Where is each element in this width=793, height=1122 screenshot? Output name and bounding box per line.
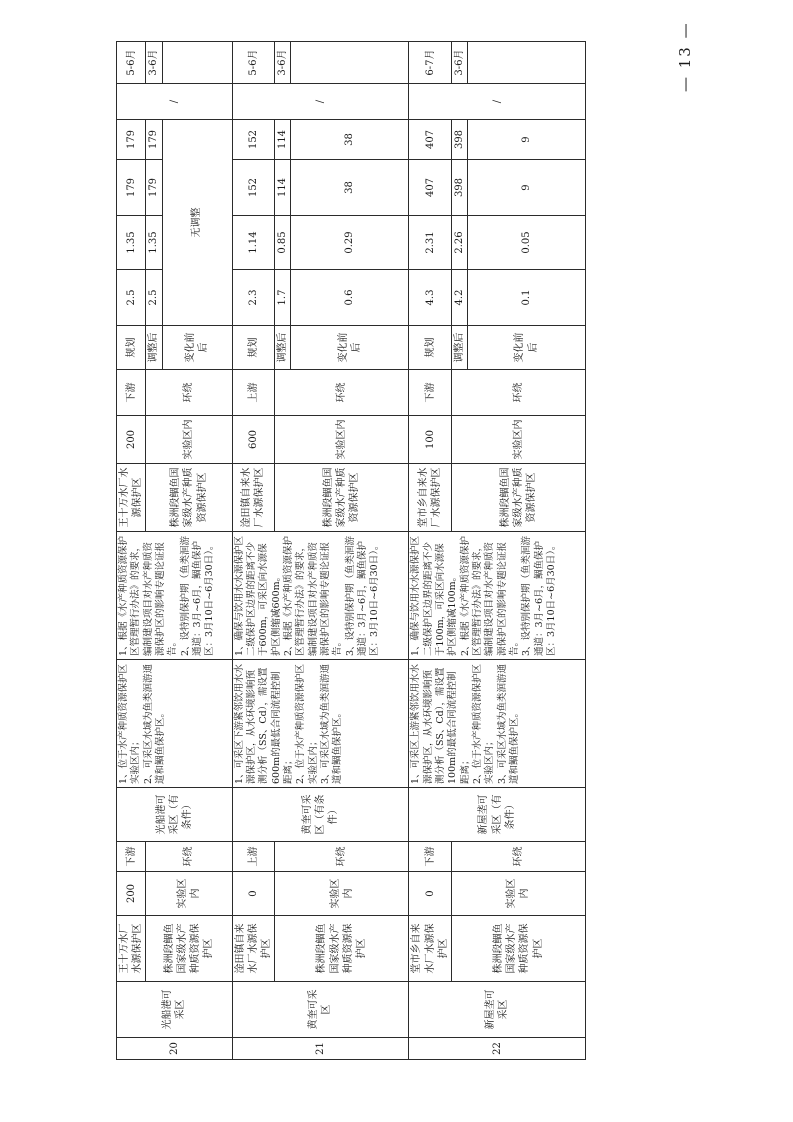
adjusted-protect-position: 上游 xyxy=(232,370,275,416)
change-area: 0.6 xyxy=(291,270,409,326)
condition-line: 1、可采区下游紧邻饮用水水源保护区，从水环境影响预测分析（SS、Cd），需设置600m的最低合同流程控制距离； xyxy=(233,663,294,784)
row-number: 21 xyxy=(232,1038,409,1060)
condition-line: 3、可采区水域为鱼类洄游通道和鲴鱼保护区。 xyxy=(319,663,344,784)
change-label: 变化前后 xyxy=(468,326,586,370)
protect-zone: 实验区内 xyxy=(451,872,585,916)
condition-label: 光船港可采区（有条件） xyxy=(117,788,233,842)
stage-v3: 179 xyxy=(117,120,146,160)
stage-v2: 114 xyxy=(275,160,291,216)
protect-distance: 0 xyxy=(232,872,275,916)
stage-v2: 398 xyxy=(451,160,467,216)
change-blank xyxy=(162,42,232,84)
change-period: / xyxy=(117,84,233,120)
adjusted-protect-distance: 200 xyxy=(117,416,146,464)
protect-distance: 0 xyxy=(409,872,452,916)
stage-area: 2.5 xyxy=(146,270,162,326)
stage-area: 1.7 xyxy=(275,270,291,326)
condition-line: 2、位于水产种质资源保护区实验区内； xyxy=(472,663,496,784)
requirement-line: 3、设特别保护期（鱼类洄游通道：3月~6月，鲴鱼保护区：3月10日~6月30日）。 xyxy=(344,535,381,656)
adjusted-protect-zone: 实验区内 xyxy=(146,416,232,464)
requirement-line: 1、确保与饮用水水源保护区二级保护区边界的距离不少于600m，可采区向水源保护区侧缩减600m。 xyxy=(233,535,282,656)
stage-period: 5-6月 xyxy=(117,42,146,84)
protect-relation: 环绕 xyxy=(451,842,585,872)
row-number: 22 xyxy=(409,1038,586,1060)
stage-v3: 398 xyxy=(451,120,467,160)
stage-period: 3-6月 xyxy=(146,42,162,84)
change-v3: 9 xyxy=(468,120,586,160)
stage-period: 3-6月 xyxy=(451,42,467,84)
stage-v1: 2.31 xyxy=(409,216,452,270)
table-row xyxy=(409,42,452,1060)
stage-v1: 1.35 xyxy=(146,216,162,270)
change-area: 0.1 xyxy=(468,270,586,326)
protect-zone: 实验区内 xyxy=(275,872,409,916)
protect-position: 下游 xyxy=(117,842,146,872)
requirement-text xyxy=(117,532,233,660)
requirement-text xyxy=(409,532,586,660)
requirement-text xyxy=(232,532,409,660)
stage-label: 规划 xyxy=(409,326,452,370)
stage-period: 6-7月 xyxy=(409,42,452,84)
stage-label: 调整后 xyxy=(275,326,291,370)
stage-label: 规划 xyxy=(232,326,275,370)
change-blank xyxy=(291,42,409,84)
stage-v2: 179 xyxy=(146,160,162,216)
stage-label: 规划 xyxy=(117,326,146,370)
stage-label: 调整后 xyxy=(146,326,162,370)
condition-line: 1、位于水产种质资源保护区实验区内； xyxy=(118,663,142,784)
adjusted-protect-name: 株洲段鲴鱼国家级水产种质资源保护区 xyxy=(146,464,232,532)
table-row xyxy=(232,42,275,1060)
requirement-line: 2、根据《水产种质资源保护区管理暂行办法》的要求，编制建设项目对水产种质资源保护区的影响专题论证报告。 xyxy=(459,535,521,656)
protect-position: 上游 xyxy=(232,842,275,872)
adjusted-protect-relation: 环绕 xyxy=(451,370,585,416)
change-label: 变化前后 xyxy=(162,326,232,370)
stage-v3: 179 xyxy=(146,120,162,160)
stage-period: 3-6月 xyxy=(275,42,291,84)
change-v1: 0.29 xyxy=(291,216,409,270)
adjusted-protect-name: 株洲段鲴鱼国家级水产种质资源保护区 xyxy=(275,464,409,532)
requirement-line: 1、根据《水产种质资源保护区管理暂行办法》的要求，编制建设项目对水产种质资源保护区的影响专题论证报告。 xyxy=(118,535,179,656)
protect-name: 株洲段鲴鱼国家级水产种质资源保护区 xyxy=(275,916,409,982)
stage-area: 4.3 xyxy=(409,270,452,326)
condition-text xyxy=(409,660,586,788)
stage-v3: 152 xyxy=(232,120,275,160)
change-v3: 38 xyxy=(291,120,409,160)
adjusted-protect-name: 株洲段鲴鱼国家级水产种质资源保护区 xyxy=(451,464,585,532)
stage-v1: 0.85 xyxy=(275,216,291,270)
adjusted-protect-name: 淦田镇自来水厂水源保护区 xyxy=(232,464,275,532)
change-period: / xyxy=(232,84,409,120)
condition-line: 2、位于水产种质资源保护区实验区内； xyxy=(295,663,319,784)
condition-line: 1、可采区上游紧邻饮用水水源保护区，从水环境影响预测分析（SS、Cd），需设置100m的最低合同流程控制距离； xyxy=(410,663,471,784)
condition-text xyxy=(117,660,233,788)
adjusted-protect-distance: 100 xyxy=(409,416,452,464)
protect-name: 株洲段鲴鱼国家级水产种质资源保护区 xyxy=(451,916,585,982)
protect-name: 淦田镇自来水厂水源保护区 xyxy=(232,916,275,982)
adjusted-protect-zone: 实验区内 xyxy=(451,416,585,464)
requirement-line: 3、设特别保护期（鱼类洄游通道：3月~6月，鲴鱼保护区：3月10日~6月30日）。 xyxy=(521,535,558,656)
condition-line: 3、可采区水域为鱼类洄游通道和鲴鱼保护区。 xyxy=(496,663,521,784)
stage-v2: 152 xyxy=(232,160,275,216)
stage-v2: 407 xyxy=(409,160,452,216)
area-name: 新屋垄可采区 xyxy=(409,982,586,1038)
adjusted-protect-name: 王十万水厂水源保护区 xyxy=(117,464,146,532)
stage-v1: 1.35 xyxy=(117,216,146,270)
sand-mining-adjustment-table xyxy=(116,41,586,1060)
stage-v3: 114 xyxy=(275,120,291,160)
change-v2: 38 xyxy=(291,160,409,216)
change-text: 无调整 xyxy=(162,120,232,326)
change-blank xyxy=(468,42,586,84)
adjusted-protect-zone: 实验区内 xyxy=(275,416,409,464)
condition-text xyxy=(232,660,409,788)
adjusted-protect-relation: 环绕 xyxy=(146,370,232,416)
stage-area: 2.3 xyxy=(232,270,275,326)
condition-label: 黄奎可采区（有条件） xyxy=(232,788,409,842)
stage-v1: 1.14 xyxy=(232,216,275,270)
requirement-line: 2、设特别保护期（鱼类洄游通道：3月~6月，鲴鱼保护区：3月10日~6月30日）。 xyxy=(179,535,216,656)
protect-relation: 环绕 xyxy=(275,842,409,872)
protect-name: 王十万水厂水源保护区 xyxy=(117,916,146,982)
table-row xyxy=(117,42,146,1060)
adjusted-protect-name: 堂市乡自来水厂水源保护区 xyxy=(409,464,452,532)
adjusted-protect-position: 下游 xyxy=(117,370,146,416)
stage-area: 2.5 xyxy=(117,270,146,326)
stage-v1: 2.26 xyxy=(451,216,467,270)
protect-position: 下游 xyxy=(409,842,452,872)
stage-label: 调整后 xyxy=(451,326,467,370)
stage-area: 4.2 xyxy=(451,270,467,326)
area-name: 黄奎可采区 xyxy=(232,982,409,1038)
protect-name: 堂市乡自来水厂水源保护区 xyxy=(409,916,452,982)
protect-zone: 实验区内 xyxy=(146,872,232,916)
change-label: 变化前后 xyxy=(291,326,409,370)
protect-distance: 200 xyxy=(117,872,146,916)
adjusted-protect-position: 下游 xyxy=(409,370,452,416)
row-number: 20 xyxy=(117,1038,233,1060)
adjusted-protect-distance: 600 xyxy=(232,416,275,464)
page-number: — 13 — xyxy=(676,21,694,92)
adjusted-protect-relation: 环绕 xyxy=(275,370,409,416)
table-body xyxy=(117,42,586,1060)
condition-line: 2、可采区水域为鱼类洄游通道和鲴鱼保护区。 xyxy=(142,663,167,784)
stage-period: 5-6月 xyxy=(232,42,275,84)
area-name: 光船港可采区 xyxy=(117,982,233,1038)
requirement-line: 1、确保与饮用水水源保护区二级保护区边界的距离不少于100m，可采区向水源保护区侧缩减100m。 xyxy=(410,535,459,656)
requirement-line: 2、根据《水产种质资源保护区管理暂行办法》的要求，编制建设项目对水产种质资源保护区的影响专题论证报告。 xyxy=(282,535,344,656)
stage-v2: 179 xyxy=(117,160,146,216)
change-period: / xyxy=(409,84,586,120)
change-v2: 9 xyxy=(468,160,586,216)
change-v1: 0.05 xyxy=(468,216,586,270)
protect-name: 株洲段鲴鱼国家级水产种质资源保护区 xyxy=(146,916,232,982)
protect-relation: 环绕 xyxy=(146,842,232,872)
condition-label: 新屋垄可采区（有条件） xyxy=(409,788,586,842)
stage-v3: 407 xyxy=(409,120,452,160)
